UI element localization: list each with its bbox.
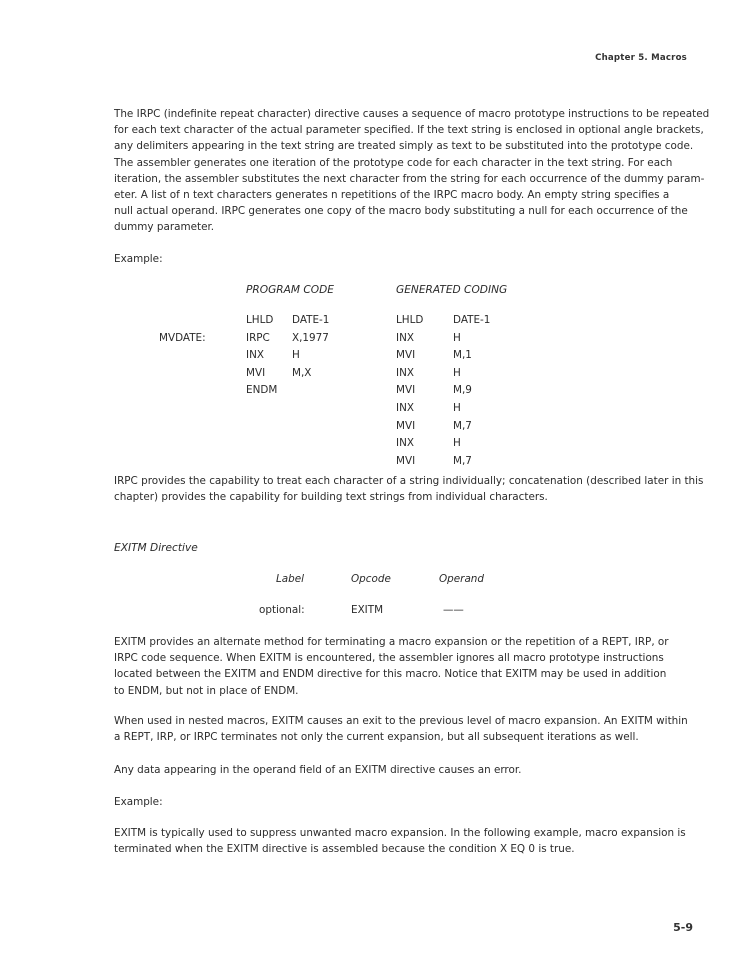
code-operand: H bbox=[453, 331, 461, 344]
exitm-paragraph-3 bbox=[114, 762, 694, 778]
generated-coding-header: GENERATED CODING bbox=[396, 284, 508, 296]
code-operand: X,1977 bbox=[292, 331, 329, 344]
code-operand: H bbox=[453, 437, 461, 450]
irpc-paragraph bbox=[114, 473, 704, 505]
format-label-value: optional: bbox=[259, 604, 305, 616]
text-line: IRPC code sequence. When EXITM is encountered, the assembler ignores all macro prototype instructions bbox=[114, 652, 664, 665]
format-label-header: Label bbox=[276, 573, 305, 585]
program-operands bbox=[292, 312, 329, 400]
program-code-header: PROGRAM CODE bbox=[246, 284, 334, 296]
text-line: dummy parameter. bbox=[114, 221, 215, 234]
format-opcode-value: EXITM bbox=[351, 604, 384, 616]
generated-opcodes bbox=[396, 312, 423, 470]
text-line: to ENDM, but not in place of ENDM. bbox=[114, 684, 299, 697]
code-opcode: MVI bbox=[246, 366, 266, 379]
code-operand: H bbox=[453, 366, 461, 379]
macro-label: MVDATE: bbox=[159, 332, 206, 344]
code-opcode: MVI bbox=[396, 384, 416, 397]
text-line: Any data appearing in the operand field of an EXITM directive causes an error. bbox=[114, 764, 522, 776]
code-opcode: INX bbox=[246, 349, 264, 362]
text-line: IRPC provides the capability to treat each character of a string individually; concatenation (described later in this bbox=[114, 475, 704, 487]
code-operand: M,7 bbox=[453, 419, 472, 432]
text-line: The assembler generates one iteration of the prototype code for each character in the text string. For each bbox=[114, 156, 673, 169]
exitm-paragraph-2 bbox=[114, 713, 694, 745]
text-line: terminated when the EXITM directive is assembled because the condition X EQ 0 is true. bbox=[114, 843, 575, 856]
code-opcode: MVI bbox=[396, 349, 416, 362]
text-line: chapter) provides the capability for building text strings from individual characters. bbox=[114, 491, 548, 504]
code-operand: H bbox=[292, 349, 300, 362]
running-head: Chapter 5. Macros bbox=[595, 53, 687, 63]
code-opcode: MVI bbox=[396, 419, 416, 432]
text-line: When used in nested macros, EXITM causes an exit to the previous level of macro expansion. An EXITM within bbox=[114, 715, 688, 727]
code-opcode: ENDM bbox=[246, 384, 278, 397]
text-line: EXITM provides an alternate method for terminating a macro expansion or the repetition of a REPT, IRP, or bbox=[114, 636, 669, 648]
text-line: located between the EXITM and ENDM directive for this macro. Notice that EXITM may be used in addition bbox=[114, 668, 667, 681]
text-line: iteration, the assembler substitutes the next character from the string for each occurrence of the dummy param- bbox=[114, 172, 705, 185]
format-opcode-header: Opcode bbox=[351, 573, 391, 585]
code-operand: DATE-1 bbox=[453, 314, 491, 326]
code-opcode: LHLD bbox=[396, 314, 424, 326]
code-opcode: INX bbox=[396, 401, 414, 414]
text-line: eter. A list of n text characters generates n repetitions of the IRPC macro body. An empty string specifies a bbox=[114, 189, 670, 202]
page-number: 5-9 bbox=[673, 921, 693, 934]
text-line: EXITM is typically used to suppress unwanted macro expansion. In the following example, macro expansion is bbox=[114, 827, 686, 839]
exitm-paragraph-1 bbox=[114, 634, 694, 699]
code-operand: M,1 bbox=[453, 349, 472, 362]
text-line: null actual operand. IRPC generates one copy of the macro body substituting a null for each occurrence of the bbox=[114, 205, 688, 218]
code-opcode: INX bbox=[396, 366, 414, 379]
code-opcode: MVI bbox=[396, 454, 416, 467]
code-opcode: IRPC bbox=[246, 331, 270, 344]
code-operand: DATE-1 bbox=[292, 314, 330, 326]
code-operand: M,9 bbox=[453, 384, 472, 397]
program-opcodes bbox=[246, 312, 277, 400]
code-operand: H bbox=[453, 401, 461, 414]
example-label: Example: bbox=[114, 253, 163, 265]
code-operand bbox=[292, 382, 329, 400]
format-operand-value: —— bbox=[443, 604, 464, 616]
code-opcode: INX bbox=[396, 331, 414, 344]
example-label: Example: bbox=[114, 796, 163, 808]
code-operand: M,7 bbox=[453, 454, 472, 467]
code-operand: M,X bbox=[292, 366, 312, 379]
text-line: a REPT, IRP, or IRPC terminates not only the current expansion, but all subsequent iterations as well. bbox=[114, 731, 639, 744]
text-line: for each text character of the actual parameter specified. If the text string is enclosed in optional angle brackets, bbox=[114, 124, 704, 137]
section-title: EXITM Directive bbox=[114, 542, 198, 554]
exitm-paragraph-4 bbox=[114, 825, 694, 857]
code-opcode: INX bbox=[396, 437, 414, 450]
intro-paragraph bbox=[114, 106, 710, 236]
text-line: The IRPC (indefinite repeat character) directive causes a sequence of macro prototype instructions to be repeated bbox=[114, 108, 710, 120]
text-line: any delimiters appearing in the text string are treated simply as text to be substituted into the prototype code. bbox=[114, 140, 694, 153]
generated-operands bbox=[453, 312, 490, 470]
format-operand-header: Operand bbox=[439, 573, 484, 585]
code-opcode: LHLD bbox=[246, 314, 274, 326]
